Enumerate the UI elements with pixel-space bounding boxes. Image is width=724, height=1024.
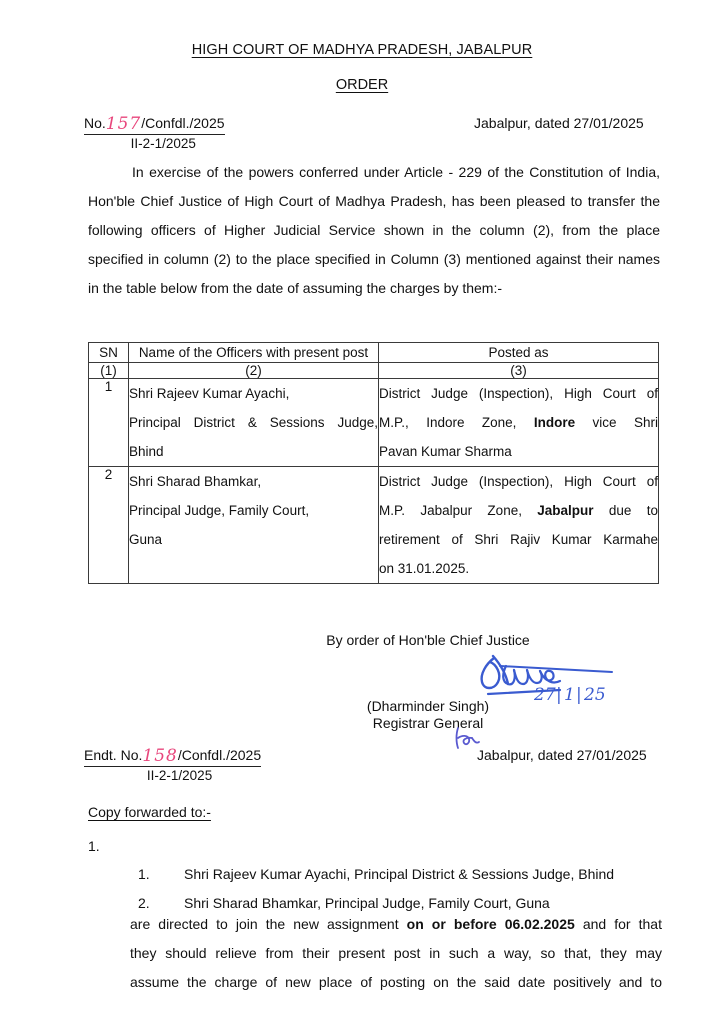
order-body-paragraph: In exercise of the powers conferred under Article - 229 of the Constitution of India, Hon'ble Chief Justice of High Court of Madhya Pradesh, has been pleased to transfer the following officers of Higher Judicial Service shown in the column (2), from the place specified in column (2) to the place specified in Column (3) mentioned against their names in the table below from the date of assuming the charges by them:- (88, 164, 660, 296)
endorsement-block (84, 746, 261, 783)
header-sn: SN (89, 343, 129, 363)
list-item (138, 860, 662, 889)
endorsement-number-line (84, 746, 261, 767)
row-officer-name (129, 467, 379, 584)
row-sn: 2 (89, 467, 129, 584)
reference-suffix: /Confdl./2025 (141, 115, 225, 131)
list-item-text: Shri Rajeev Kumar Ayachi, Principal District & Sessions Judge, Bhind (184, 866, 615, 882)
table-header-row (89, 343, 659, 363)
header-name: Name of the Officers with present post (129, 343, 379, 363)
svg-text:25: 25 (584, 685, 606, 705)
table-row (89, 467, 659, 584)
signatory-name: (Dharminder Singh) (366, 698, 490, 714)
page-title-text: HIGH COURT OF MADHYA PRADESH, JABALPUR (191, 42, 533, 58)
officer-name-line: Guna (129, 532, 163, 547)
row-sn: 1 (89, 379, 129, 467)
order-heading (0, 77, 724, 93)
officer-name-line: Shri Rajeev Kumar Ayachi, (129, 386, 290, 401)
posted-as-line: on 31.01.2025. (379, 561, 470, 576)
transfer-table-wrapper (88, 342, 658, 584)
posted-as-line-bold: M.P. Jabalpur Zone, Jabalpur due to (379, 503, 658, 518)
officer-name-line: Shri Sharad Bhamkar, (129, 474, 262, 489)
posting-place-bold: Indore (533, 415, 576, 430)
copy-forwarded-label (88, 804, 211, 820)
deadline-bold: on or before 06.02.2025 (406, 916, 575, 932)
endorsement-sub-number: II-2-1/2025 (146, 768, 213, 783)
copy-forwarded-text: Copy forwarded to:- (88, 804, 211, 820)
posted-as-line: retirement of Shri Rajiv Kumar Karmahe (379, 532, 658, 547)
closing-line-1 (130, 910, 662, 939)
posted-as-line: District Judge (Inspection), High Court of (379, 474, 658, 489)
endorsement-suffix: /Confdl./2025 (177, 747, 262, 763)
closing-paragraph (130, 910, 662, 997)
posted-as-line-bold: M.P., Indore Zone, Indore vice Shri (379, 415, 658, 430)
column-number-2: (2) (129, 363, 379, 379)
transfer-table (88, 342, 659, 584)
table-column-number-row (89, 363, 659, 379)
list-item-index: 1. (138, 866, 150, 882)
officer-name-line: Principal Judge, Family Court, (129, 503, 310, 518)
order-place-date: Jabalpur, dated 27/01/2025 (474, 115, 644, 131)
endorsement-prefix: Endt. No. (84, 747, 143, 763)
outer-list-index: 1. (88, 838, 100, 854)
endorsement-place-date: Jabalpur, dated 27/01/2025 (477, 747, 647, 763)
reference-number-line (84, 114, 225, 135)
reference-sub-number: II-2-1/2025 (130, 136, 196, 151)
column-number-1: (1) (89, 363, 129, 379)
closing-line-2: they should relieve from their present post in such a way, so that, they may (130, 945, 662, 961)
header-posted-as: Posted as (379, 343, 659, 363)
posted-as-line: Pavan Kumar Sharma (379, 444, 512, 459)
handwritten-order-number: 157 (105, 114, 142, 134)
svg-text:|: | (576, 685, 582, 705)
row-officer-name (129, 379, 379, 467)
order-heading-text: ORDER (335, 77, 389, 93)
officer-name-line: Bhind (129, 444, 164, 459)
by-order-line: By order of Hon'ble Chief Justice (326, 632, 530, 648)
page-title (0, 42, 724, 58)
svg-text:27: 27 (534, 685, 556, 705)
reference-block (84, 114, 225, 151)
reference-prefix: No. (84, 115, 106, 131)
closing-line-1-pre: are directed to join the new assignment (130, 916, 407, 932)
closing-line-1-post: and for that (574, 916, 662, 932)
handwritten-endorsement-number: 158 (142, 746, 178, 766)
signatory-designation: Registrar General (372, 715, 484, 731)
posted-as-line: District Judge (Inspection), High Court of (379, 386, 658, 401)
officer-name-line: Principal District & Sessions Judge, (129, 415, 378, 430)
closing-line-3: assume the charge of new place of posting on the said date positively and to (130, 974, 662, 990)
row-posted-as (379, 467, 659, 584)
row-posted-as (379, 379, 659, 467)
svg-text:|: | (556, 685, 562, 705)
list-item-index: 2. (138, 895, 150, 911)
list-item-text: Shri Sharad Bhamkar, Principal Judge, Family Court, Guna (184, 895, 550, 911)
posting-place-bold: Jabalpur (537, 503, 594, 518)
table-row (89, 379, 659, 467)
column-number-3: (3) (379, 363, 659, 379)
svg-text:1: 1 (564, 685, 575, 705)
